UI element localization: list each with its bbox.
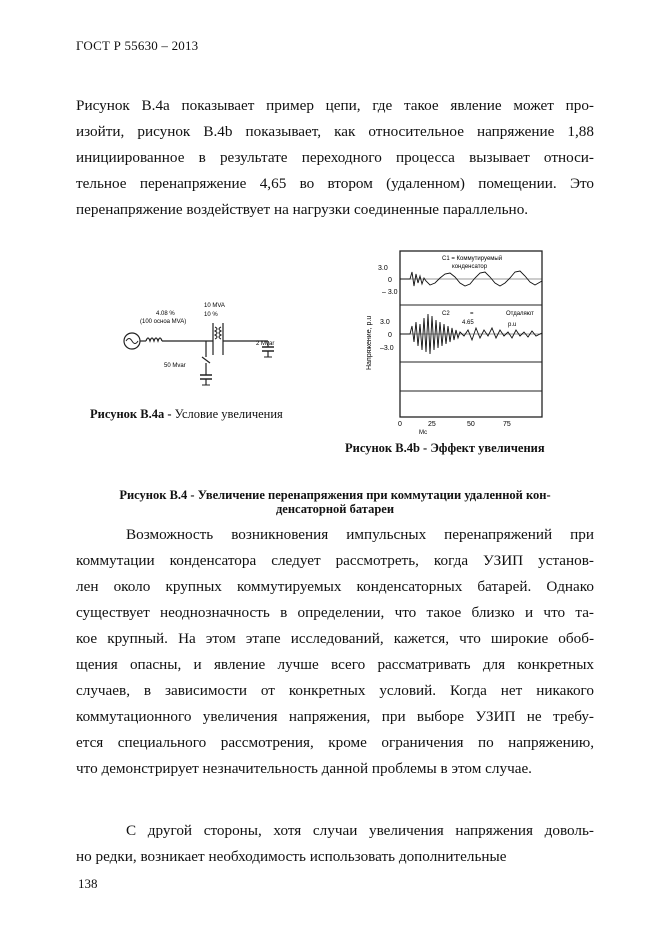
c2-label: C2 [442,311,450,317]
figure-caption-line2: денсаторной батареи [275,502,395,516]
text-line: перенапряжение воздействует на нагрузки соединенные параллельно. [76,201,529,218]
document-header: ГОСТ Р 55630 – 2013 [76,38,199,53]
text-line: что демонстрирует незначительность данной проблемы в этом случае. [76,760,532,777]
x-tick-75: 75 [503,421,511,428]
y-tick-top-zero: 0 [388,277,392,284]
closing-paragraph [76,818,594,870]
remote-label: Отдаляют [506,311,534,317]
source-inductor-symbol [146,338,162,341]
label-2-mvar: 2 Mvar [256,341,275,347]
figure-b-caption-text: Эффект увеличения [427,441,545,455]
peak-4-65-label: 4.65 [462,320,474,326]
y-tick-top-pos: 3.0 [378,265,388,272]
figure-b-caption [345,441,545,456]
c1-label-line2: конденсатор [452,264,488,270]
label-10-percent: 10 % [204,312,218,318]
figure-b-waveform-plot [360,250,550,435]
y-tick-bottom-neg: –3.0 [380,345,394,352]
label-10-mva: 10 MVA [204,303,225,309]
c2-equals: = [470,311,474,317]
text-line: кое крупный. На этом этапе исследований, кажется, что широкие обоб- [76,630,594,647]
label-50-mvar: 50 Mvar [164,363,186,369]
text-line: щения опасны, и явление лучше всего рассматривать для конкретных [76,656,594,673]
c1-label-line1: C1 = Коммутируемый [442,256,503,262]
figure-caption [76,488,594,516]
figure-caption-line1: Рисунок В.4 - Увеличение перенапряжения при коммутации удаленной кон- [119,488,551,502]
text-line: С другой стороны, хотя случаи увеличения напряжения доволь- [126,822,594,839]
text-line: существует неоднозначность в определении, что такое близко и что та- [76,604,594,621]
text-line: инициированное в результате переходного процесса вызывает относи- [76,149,594,166]
x-tick-50: 50 [467,421,475,428]
switch-symbol [202,357,210,363]
text-line: коммутации конденсатора следует рассмотреть, когда УЗИП установ- [76,552,594,569]
transformer-symbol [215,327,217,339]
pu-label: p.u [508,322,517,328]
figure-b-caption-prefix: Рисунок В.4b - [345,441,428,455]
text-line: изойти, рисунок В.4b показывает, как относительное напряжение 1,88 [76,123,594,140]
y-axis-label: Напряжение, p.u [366,315,373,370]
x-tick-25: 25 [428,421,436,428]
text-line: но редки, возникает необходимость использовать дополнительные [76,848,507,865]
intro-paragraph [76,93,594,223]
x-axis-unit: Мс [419,430,428,435]
figure-a-circuit-diagram [118,295,298,395]
body-paragraph [76,522,594,782]
text-line: лен около крупных коммутируемых конденсаторных батарей. Однако [76,578,594,595]
label-base-mva: (100 осноа MVA) [140,319,187,325]
x-tick-0: 0 [398,421,402,428]
figure-a-caption-prefix: Рисунок В.4а - [90,407,172,421]
text-line: Рисунок В.4а показывает пример цепи, где такое явление может про- [76,97,594,114]
text-line: коммутационного увеличения напряжения, при выборе УЗИП не требу- [76,708,594,725]
figure-a-caption [90,407,283,422]
text-line: ется специального рассмотрения, кроме ограничения по напряжению, [76,734,594,751]
page-number: 138 [78,876,98,891]
figure-a-caption-text: Условие увеличения [171,407,283,421]
y-tick-top-neg: – 3.0 [382,289,398,296]
label-4-08-percent: 4.08 % [156,311,175,317]
text-line: тельное перенапряжение 4,65 во втором (удаленном) помещении. Это [76,175,594,192]
y-tick-bottom-pos: 3.0 [380,319,390,326]
y-tick-bottom-zero: 0 [388,332,392,339]
text-line: случаев, в зависимости от конкретных условий. Когда нет никакого [76,682,594,699]
switched-capacitor-voltage-trace [400,271,542,286]
text-line: Возможность возникновения импульсных перенапряжений при [126,526,594,543]
